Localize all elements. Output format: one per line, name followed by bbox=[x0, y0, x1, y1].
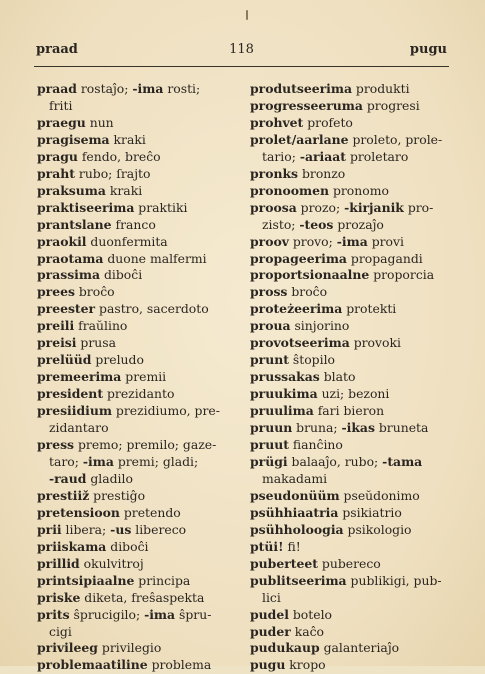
entry-definition: kraki bbox=[105, 182, 143, 198]
dictionary-entry bbox=[250, 98, 444, 115]
entry-continuation bbox=[37, 624, 230, 641]
entry-headword: pruukima bbox=[250, 386, 318, 402]
entry-definition: rubo; ſrajto bbox=[74, 165, 151, 181]
entry-headword: prohvet bbox=[250, 114, 304, 130]
dictionary-entry bbox=[37, 81, 230, 115]
dictionary-entry bbox=[37, 284, 230, 301]
dictionary-entry bbox=[37, 471, 230, 488]
ink-mark bbox=[246, 10, 248, 20]
entry-definition: pubereco bbox=[317, 555, 381, 571]
entry-headword: press bbox=[37, 437, 75, 453]
entry-definition: nun bbox=[85, 114, 114, 130]
dictionary-entry bbox=[250, 522, 444, 539]
entry-definition: broĉo bbox=[74, 284, 115, 300]
entry-headword: preester bbox=[37, 301, 96, 317]
entry-headword: pruun bbox=[250, 420, 293, 436]
entry-definition: diketa, freŝaspekta bbox=[80, 589, 205, 605]
entry-headword: proov bbox=[250, 233, 289, 249]
entry-definition: pseŭdonimo bbox=[339, 487, 420, 503]
dictionary-entry bbox=[37, 132, 230, 149]
entry-headword: praht bbox=[37, 165, 75, 181]
entry-headword: proosa bbox=[250, 199, 297, 215]
header-rule bbox=[34, 66, 449, 67]
entry-headword: premeerima bbox=[37, 369, 122, 385]
entry-definition: fraŭlino bbox=[74, 318, 128, 334]
entry-headword: president bbox=[37, 386, 104, 402]
entry-headword: pruut bbox=[250, 437, 289, 453]
entry-definition: progresi bbox=[362, 97, 420, 113]
entry-definition: psikologio bbox=[343, 521, 412, 537]
header-first-word: praad bbox=[36, 42, 78, 57]
dictionary-entry bbox=[37, 386, 230, 403]
entry-headword: prassima bbox=[37, 267, 101, 283]
entry-definition: libera; bbox=[61, 521, 111, 537]
entry-headword: pruulima bbox=[250, 403, 314, 419]
entry-headword: praad bbox=[37, 81, 77, 96]
right-column bbox=[250, 81, 444, 674]
entry-headword: publitseerima bbox=[250, 572, 347, 588]
dictionary-entry bbox=[37, 234, 230, 251]
dictionary-entry bbox=[250, 81, 444, 98]
entry-definition: prezidanto bbox=[103, 386, 175, 402]
entry-headword: psühholoogia bbox=[250, 521, 344, 537]
entry-derived-headword: -us bbox=[110, 521, 132, 537]
dictionary-entry bbox=[37, 573, 230, 590]
entry-headword: pronks bbox=[250, 165, 299, 181]
entry-derived-headword: -ariaat bbox=[299, 148, 347, 164]
entry-headword: prantslane bbox=[37, 216, 112, 232]
dictionary-entry bbox=[250, 640, 444, 657]
entry-definition: kaĉo bbox=[290, 623, 324, 639]
continuation-text: zidantaro bbox=[49, 420, 109, 436]
entry-headword: pseudonüüm bbox=[250, 487, 340, 503]
entry-headword: pragu bbox=[37, 148, 78, 164]
dictionary-entry bbox=[250, 607, 444, 624]
entry-definition: provoki bbox=[349, 335, 401, 351]
entry-definition: bruna; bbox=[292, 420, 342, 436]
entry-continuation bbox=[37, 454, 230, 471]
entry-definition: balaaĵo, rubo; bbox=[287, 453, 383, 469]
entry-headword: prussakas bbox=[250, 369, 320, 385]
entry-continuation bbox=[250, 590, 444, 607]
entry-headword: pross bbox=[250, 284, 288, 300]
entry-definition: duone malfermi bbox=[103, 250, 207, 266]
dictionary-entry bbox=[37, 217, 230, 234]
entry-definition: propagandi bbox=[346, 250, 423, 266]
entry-headword: praegu bbox=[37, 114, 86, 130]
entry-headword: proteżeerima bbox=[250, 301, 343, 317]
dictionary-entry bbox=[37, 183, 230, 200]
entry-definition: fianĉino bbox=[288, 437, 343, 453]
entry-headword: puberteet bbox=[250, 555, 318, 571]
continuation-text: taro; bbox=[49, 453, 83, 469]
continuation-text: cigi bbox=[49, 623, 72, 639]
entry-headword: praotama bbox=[37, 250, 104, 266]
entry-definition: pronomo bbox=[329, 182, 389, 198]
entry-headword: puder bbox=[250, 623, 291, 639]
entry-definition: provo; bbox=[288, 233, 337, 249]
dictionary-entry bbox=[250, 369, 444, 386]
entry-definition: pastro, sacerdoto bbox=[95, 301, 209, 317]
entry-headword: proua bbox=[250, 318, 291, 334]
entry-definition: proleto, prole- bbox=[348, 131, 443, 147]
entry-headword: pragisema bbox=[37, 131, 110, 147]
dictionary-entry bbox=[37, 403, 230, 437]
dictionary-entry bbox=[37, 505, 230, 522]
entry-headword: praktiseerima bbox=[37, 199, 135, 215]
entry-continuation bbox=[250, 217, 444, 234]
entry-headword: prees bbox=[37, 284, 75, 300]
entry-headword: produtseerima bbox=[250, 81, 352, 96]
entry-definition: problema bbox=[147, 657, 212, 673]
entry-continuation bbox=[37, 98, 230, 115]
entry-headword: preili bbox=[37, 318, 75, 334]
dictionary-entry bbox=[250, 335, 444, 352]
dictionary-entry bbox=[250, 200, 444, 234]
entry-definition: ŝprucigilo; bbox=[69, 606, 145, 622]
dictionary-entry bbox=[250, 556, 444, 573]
entry-headword: proportsionaalne bbox=[250, 267, 370, 283]
entry-definition: pretendo bbox=[119, 504, 181, 520]
continuation-text: zisto; bbox=[262, 216, 300, 232]
dictionary-entry bbox=[37, 539, 230, 556]
continuation-text: tario; bbox=[262, 148, 300, 164]
entry-definition: kraki bbox=[109, 131, 146, 147]
entry-headword: psühhiaatria bbox=[250, 504, 339, 520]
dictionary-entry bbox=[37, 556, 230, 573]
entry-definition: profeto bbox=[303, 114, 353, 130]
entry-headword: pudel bbox=[250, 606, 289, 622]
entry-headword: pronoomen bbox=[250, 182, 329, 198]
entry-definition: prezidiumo, pre- bbox=[111, 403, 220, 419]
entry-definition: okulvitroj bbox=[79, 555, 144, 571]
dictionary-entry bbox=[250, 132, 444, 166]
dictionary-entry bbox=[250, 352, 444, 369]
entry-derived-definition: pro- bbox=[403, 199, 434, 215]
dictionary-entry bbox=[37, 267, 230, 284]
continuation-text: lici bbox=[262, 589, 281, 605]
entry-derived-headword: -kirjanik bbox=[344, 199, 404, 215]
entry-derived-definition: ŝpru- bbox=[175, 606, 212, 622]
entry-headword: prelüüd bbox=[37, 352, 92, 368]
entry-definition: rostaĵo; bbox=[76, 81, 133, 96]
entry-definition: galanteriaĵo bbox=[319, 640, 400, 656]
entry-definition: diboĉi bbox=[106, 538, 149, 554]
header-last-word: pugu bbox=[409, 42, 447, 57]
entry-headword: prestiiž bbox=[37, 487, 90, 503]
entry-definition: principa bbox=[134, 572, 191, 588]
entry-definition: prusa bbox=[76, 335, 116, 351]
dictionary-entry bbox=[250, 318, 444, 335]
entry-subheadword: -raud bbox=[49, 470, 87, 486]
dictionary-entry bbox=[37, 607, 230, 641]
entry-derived-definition: provi bbox=[367, 233, 404, 249]
continuation-text: prozaĵo bbox=[333, 216, 384, 232]
entry-definition: premii bbox=[121, 369, 167, 385]
dictionary-entry bbox=[37, 335, 230, 352]
dictionary-entry bbox=[250, 251, 444, 268]
dictionary-entry bbox=[37, 115, 230, 132]
entry-headword: presiidium bbox=[37, 403, 112, 419]
entry-definition: fari bieron bbox=[313, 403, 385, 419]
dictionary-entry bbox=[37, 488, 230, 505]
dictionary-entry bbox=[250, 267, 444, 284]
entry-definition: uzi; bezoni bbox=[317, 386, 390, 402]
entry-definition: produkti bbox=[351, 81, 410, 96]
entry-headword: prii bbox=[37, 521, 62, 537]
entry-derived-headword: -ima bbox=[82, 453, 114, 469]
entry-derived-definition: rosti; bbox=[163, 81, 201, 96]
continuation-text: friti bbox=[49, 97, 73, 113]
entry-definition: ŝtopilo bbox=[288, 352, 335, 368]
entry-headword: prunt bbox=[250, 352, 289, 368]
entry-definition: duonfermita bbox=[86, 233, 168, 249]
entry-definition: fi! bbox=[283, 538, 301, 554]
entry-headword: privileeg bbox=[37, 640, 98, 656]
dictionary-entry bbox=[37, 251, 230, 268]
dictionary-entry bbox=[250, 284, 444, 301]
entry-definition: botelo bbox=[288, 606, 333, 622]
dictionary-entry bbox=[37, 437, 230, 471]
entry-headword: praokil bbox=[37, 233, 87, 249]
dictionary-entry bbox=[250, 386, 444, 403]
entry-headword: preisi bbox=[37, 335, 77, 351]
entry-derived-headword: -teos bbox=[299, 216, 334, 232]
dictionary-entry bbox=[250, 183, 444, 200]
entry-derived-headword: -tama bbox=[382, 453, 423, 469]
dictionary-entry bbox=[250, 166, 444, 183]
dictionary-entry bbox=[37, 522, 230, 539]
page-number: 118 bbox=[229, 42, 254, 57]
entry-definition: proporcia bbox=[369, 267, 435, 283]
entry-definition: psikiatrio bbox=[338, 504, 402, 520]
dictionary-entry bbox=[250, 573, 444, 607]
continuation-text: makadami bbox=[262, 470, 328, 486]
entry-headword: pretensioon bbox=[37, 504, 120, 520]
entry-derived-headword: -ima bbox=[144, 606, 176, 622]
entry-headword: priiskama bbox=[37, 538, 107, 554]
entry-derived-headword: -ima bbox=[336, 233, 368, 249]
entry-definition: blato bbox=[319, 369, 356, 385]
dictionary-entry bbox=[37, 369, 230, 386]
entry-headword: ptüi! bbox=[250, 538, 284, 554]
dictionary-entry bbox=[250, 437, 444, 454]
entry-continuation bbox=[250, 149, 444, 166]
entry-definition: premo; premilo; gaze- bbox=[74, 437, 217, 453]
entry-definition: praktiki bbox=[134, 199, 188, 215]
entry-headword: progresseeruma bbox=[250, 97, 363, 113]
entry-definition: kropo bbox=[285, 657, 326, 673]
entry-definition: gladilo bbox=[86, 470, 133, 486]
entry-derived-definition: bruneta bbox=[374, 420, 429, 436]
entry-headword: prits bbox=[37, 606, 70, 622]
entry-definition: broĉo bbox=[287, 284, 328, 300]
dictionary-entry bbox=[250, 234, 444, 251]
entry-derived-definition: libereco bbox=[131, 521, 187, 537]
page-header bbox=[36, 42, 447, 62]
dictionary-entry bbox=[250, 420, 444, 437]
continuation-text: proletaro bbox=[346, 148, 409, 164]
dictionary-entry bbox=[250, 539, 444, 556]
entry-definition: preludo bbox=[91, 352, 144, 368]
entry-definition: sinjorino bbox=[290, 318, 350, 334]
entry-headword: prolet/aarlane bbox=[250, 131, 349, 147]
entry-headword: provotseerima bbox=[250, 335, 350, 351]
entry-headword: propageerima bbox=[250, 250, 347, 266]
dictionary-entry bbox=[37, 166, 230, 183]
dictionary-entry bbox=[250, 403, 444, 420]
entry-definition: publikigi, pub- bbox=[346, 572, 442, 588]
dictionary-entry bbox=[37, 590, 230, 607]
entry-headword: pudukaup bbox=[250, 640, 320, 656]
entry-headword: praksuma bbox=[37, 182, 106, 198]
dictionary-entry bbox=[37, 318, 230, 335]
entry-definition: prestiĝo bbox=[89, 487, 146, 503]
left-column bbox=[37, 81, 230, 674]
dictionary-entry bbox=[37, 352, 230, 369]
dictionary-entry bbox=[250, 115, 444, 132]
dictionary-entry bbox=[250, 454, 444, 488]
dictionary-entry bbox=[37, 640, 230, 657]
entry-headword: prillid bbox=[37, 555, 80, 571]
entry-headword: problemaatiline bbox=[37, 657, 148, 673]
dictionary-entry bbox=[250, 488, 444, 505]
entry-definition: prozo; bbox=[296, 199, 345, 215]
entry-definition: diboĉi bbox=[100, 267, 143, 283]
entry-definition: franco bbox=[111, 216, 156, 232]
entry-continuation bbox=[37, 420, 230, 437]
entry-definition: protekti bbox=[342, 301, 397, 317]
continuation-text: premi; gladi; bbox=[113, 453, 199, 469]
entry-definition: fendo, breĉo bbox=[77, 148, 161, 164]
dictionary-entry bbox=[37, 301, 230, 318]
entry-derived-headword: -ikas bbox=[341, 420, 375, 436]
entry-headword: prügi bbox=[250, 453, 288, 469]
entry-headword: priske bbox=[37, 589, 81, 605]
entry-definition: privilegio bbox=[97, 640, 162, 656]
dictionary-entry bbox=[250, 301, 444, 318]
entry-continuation bbox=[250, 471, 444, 488]
dictionary-entry bbox=[37, 149, 230, 166]
entry-derived-headword: -ima bbox=[132, 81, 164, 96]
dictionary-entry bbox=[250, 505, 444, 522]
entry-headword: pugu bbox=[250, 657, 286, 673]
entry-definition: bronzo bbox=[298, 165, 346, 181]
dictionary-entry bbox=[250, 624, 444, 641]
dictionary-entry bbox=[37, 200, 230, 217]
entry-headword: printsipiaalne bbox=[37, 572, 135, 588]
